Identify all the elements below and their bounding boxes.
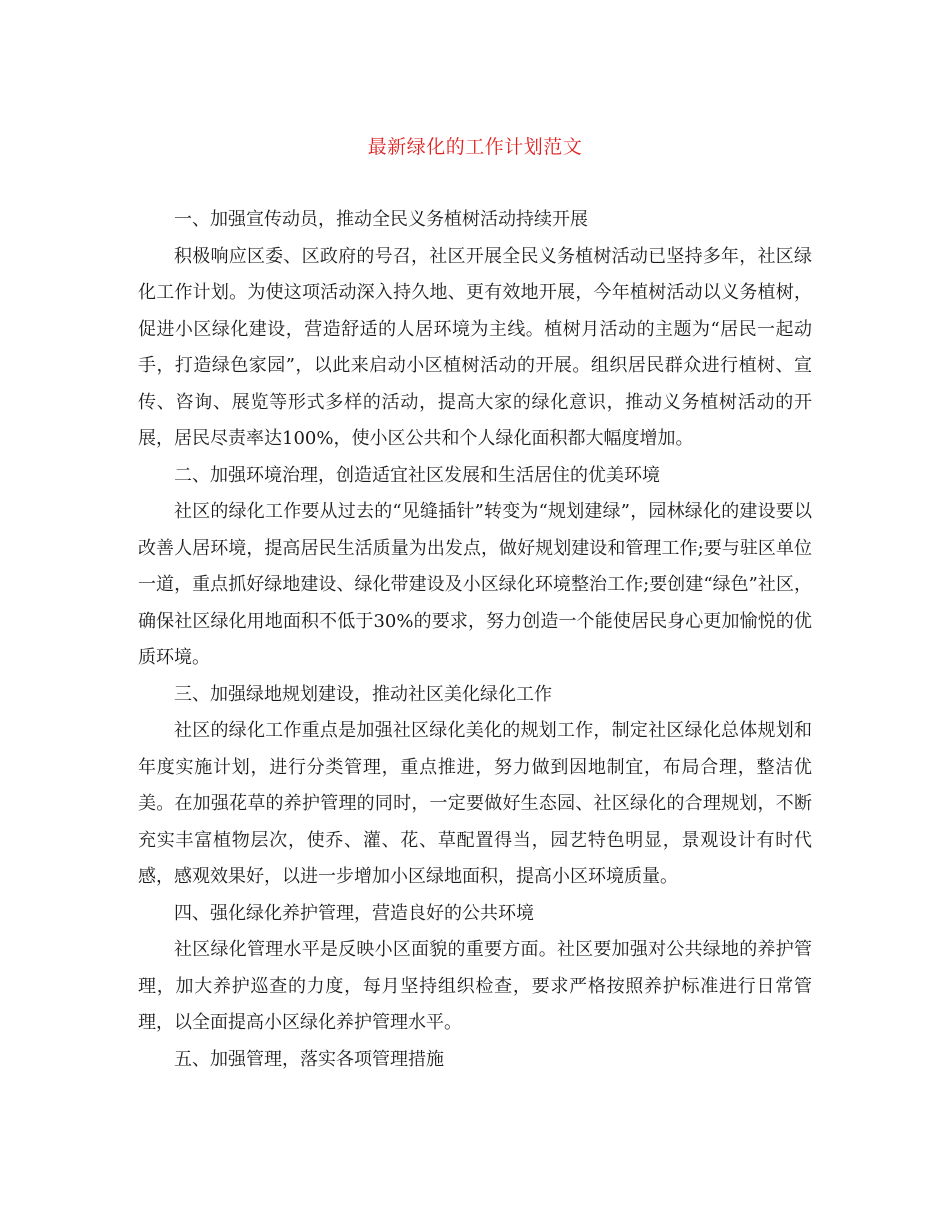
section-paragraph-1: 积极响应区委、区政府的号召，社区开展全民义务植树活动已坚持多年，社区绿化工作计划。为使这项活动深入持久地、更有效地开展，今年植树活动以义务植树，促进小区绿化建设，营造舒适的人居环境为主线。植树月活动的主题为“居民一起动手，打造绿色家园”，以此来启动小区植树活动的开展。组织居民群众进行植树、宣传、咨询、展览等形式多样的活动，提高大家的绿化意识，推动义务植树活动的开展，居民尽责率达100%，使小区公共和个人绿化面积都大幅度增加。: [138, 245, 812, 449]
section-heading-3: 三、加强绿地规划建设，推动社区美化绿化工作: [174, 683, 552, 705]
section-heading-2: 二、加强环境治理，创造适宜社区发展和生活居住的优美环境: [174, 464, 660, 486]
section-heading-4: 四、强化绿化养护管理，营造良好的公共环境: [174, 902, 534, 924]
section-paragraph-3: 社区的绿化工作重点是加强社区绿化美化的规划工作，制定社区绿化总体规划和年度实施计划，进行分类管理，重点推进，努力做到因地制宜，布局合理，整洁优美。在加强花草的养护管理的同时，一定要做好生态园、社区绿化的合理规划，不断充实丰富植物层次，使乔、灌、花、草配置得当，园艺特色明显，景观设计有时代感，感观效果好，以进一步增加小区绿地面积，提高小区环境质量。: [138, 720, 812, 887]
section-paragraph-2: 社区的绿化工作要从过去的“见缝插针”转变为“规划建绿”，园林绿化的建设要以改善人居环境，提高居民生活质量为出发点，做好规划建设和管理工作;要与驻区单位一道，重点抓好绿地建设、绿化带建设及小区绿化环境整治工作;要创建“绿色”社区，确保社区绿化用地面积不低于30%的要求，努力创造一个能使居民身心更加愉悦的优质环境。: [138, 501, 812, 668]
section-paragraph-4: 社区绿化管理水平是反映小区面貌的重要方面。社区要加强对公共绿地的养护管理，加大养护巡查的力度，每月坚持组织检查，要求严格按照养护标准进行日常管理，以全面提高小区绿化养护管理水平。: [138, 939, 812, 1033]
document-body: [138, 202, 812, 1078]
document-title: 最新绿化的工作计划范文: [367, 136, 583, 158]
section-heading-1: 一、加强宣传动员，推动全民义务植树活动持续开展: [174, 209, 588, 230]
section-heading-5: 五、加强管理，落实各项管理措施: [174, 1048, 444, 1070]
